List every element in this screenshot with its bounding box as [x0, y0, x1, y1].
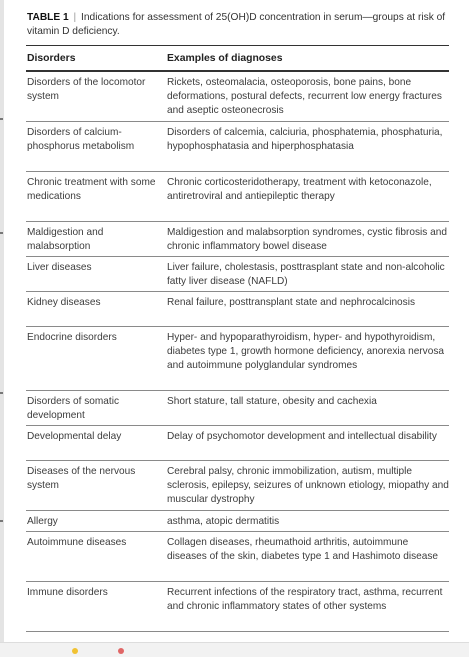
- header-disorders: Disorders: [27, 53, 76, 65]
- table-row: [26, 72, 449, 122]
- table-row: [26, 391, 449, 426]
- table-row: [26, 292, 449, 327]
- table-row: [26, 426, 449, 461]
- caption-text: Indications for assessment of 25(OH)D concentration in serum—groups at risk of vitamin D deficiency.: [27, 12, 446, 37]
- cell-disorder: Diseases of the nervous system: [27, 465, 136, 492]
- table-row: [26, 327, 449, 391]
- cell-examples: Delay of psychomotor development and intellectual disability: [167, 430, 437, 442]
- status-dot-icon: [118, 648, 124, 654]
- cell-examples: Collagen diseases, rheumathoid arthritis, autoimmune diseases of the skin, diabetes type 1 and Hashimoto disease: [167, 536, 439, 563]
- caption-separator: |: [73, 12, 77, 23]
- cell-examples: Disorders of calcemia, calciuria, phosphatemia, phosphaturia, hypophosphatasia and hiperphosphatasia: [167, 126, 443, 153]
- table-body: [26, 72, 449, 632]
- cell-disorder: Disorders of somatic development: [27, 395, 119, 422]
- table-row: [26, 461, 449, 511]
- table-caption: [27, 11, 447, 39]
- cell-disorder: Kidney diseases: [27, 296, 101, 308]
- cell-examples: Recurrent infections of the respiratory tract, asthma, recurrent and chronic inflammatory states of other systems: [167, 586, 443, 613]
- cell-examples: Cerebral palsy, chronic immobilization, autism, multiple sclerosis, epilepsy, seizures of unknown etiology, miopathy and muscular dystrophy: [167, 465, 449, 506]
- cell-examples: Liver failure, cholestasis, posttrasplant state and non-alcoholic fatty liver disease (NAFLD): [167, 261, 445, 288]
- cell-disorder: Autoimmune diseases: [27, 536, 127, 548]
- cell-disorder: Disorders of the locomotor system: [27, 76, 146, 103]
- header-examples: Examples of diagnoses: [167, 53, 283, 65]
- table-row: [26, 511, 449, 532]
- indications-table: [26, 45, 449, 632]
- table-row: [26, 532, 449, 582]
- cell-disorder: Disorders of calcium-phosphorus metabolism: [27, 126, 135, 153]
- cell-disorder: Immune disorders: [27, 586, 108, 598]
- cell-examples: asthma, atopic dermatitis: [167, 515, 280, 527]
- table-header-row: [26, 46, 449, 70]
- cell-disorder: Maldigestion and malabsorption: [27, 226, 104, 253]
- cell-examples: Short stature, tall stature, obesity and cachexia: [167, 395, 377, 407]
- cell-examples: Chronic corticosteridotherapy, treatment with ketoconazole, antiretroviral and antiepileptic therapy: [167, 176, 432, 203]
- viewer-bottom-bar: [0, 642, 469, 657]
- cell-examples: Hyper- and hypoparathyroidism, hyper- and hypothyroidism, diabetes type 1, growth hormone deficiency, anorexia nervosa and autoimmune polyglandular syndromes: [167, 331, 444, 372]
- page-left-edge: [0, 0, 4, 657]
- cell-disorder: Liver diseases: [27, 261, 92, 273]
- cell-examples: Renal failure, posttransplant state and nephrocalcinosis: [167, 296, 416, 308]
- table-row: [26, 582, 449, 632]
- status-dot-icon: [72, 648, 78, 654]
- cell-examples: Maldigestion and malabsorption syndromes, cystic fibrosis and chronic inflammatory bowel disease: [167, 226, 447, 253]
- cell-disorder: Developmental delay: [27, 430, 122, 442]
- cell-examples: Rickets, osteomalacia, osteoporosis, bone pains, bone deformations, postural defects, recurrent low energy fractures and aseptic osteonecrosis: [167, 76, 442, 117]
- table-row: [26, 257, 449, 292]
- table-row: [26, 122, 449, 172]
- cell-disorder: Endocrine disorders: [27, 331, 117, 343]
- table-row: [26, 222, 449, 257]
- cell-disorder: Chronic treatment with some medications: [27, 176, 156, 203]
- table-label: TABLE 1: [27, 12, 69, 23]
- table-row: [26, 172, 449, 222]
- cell-disorder: Allergy: [27, 515, 58, 527]
